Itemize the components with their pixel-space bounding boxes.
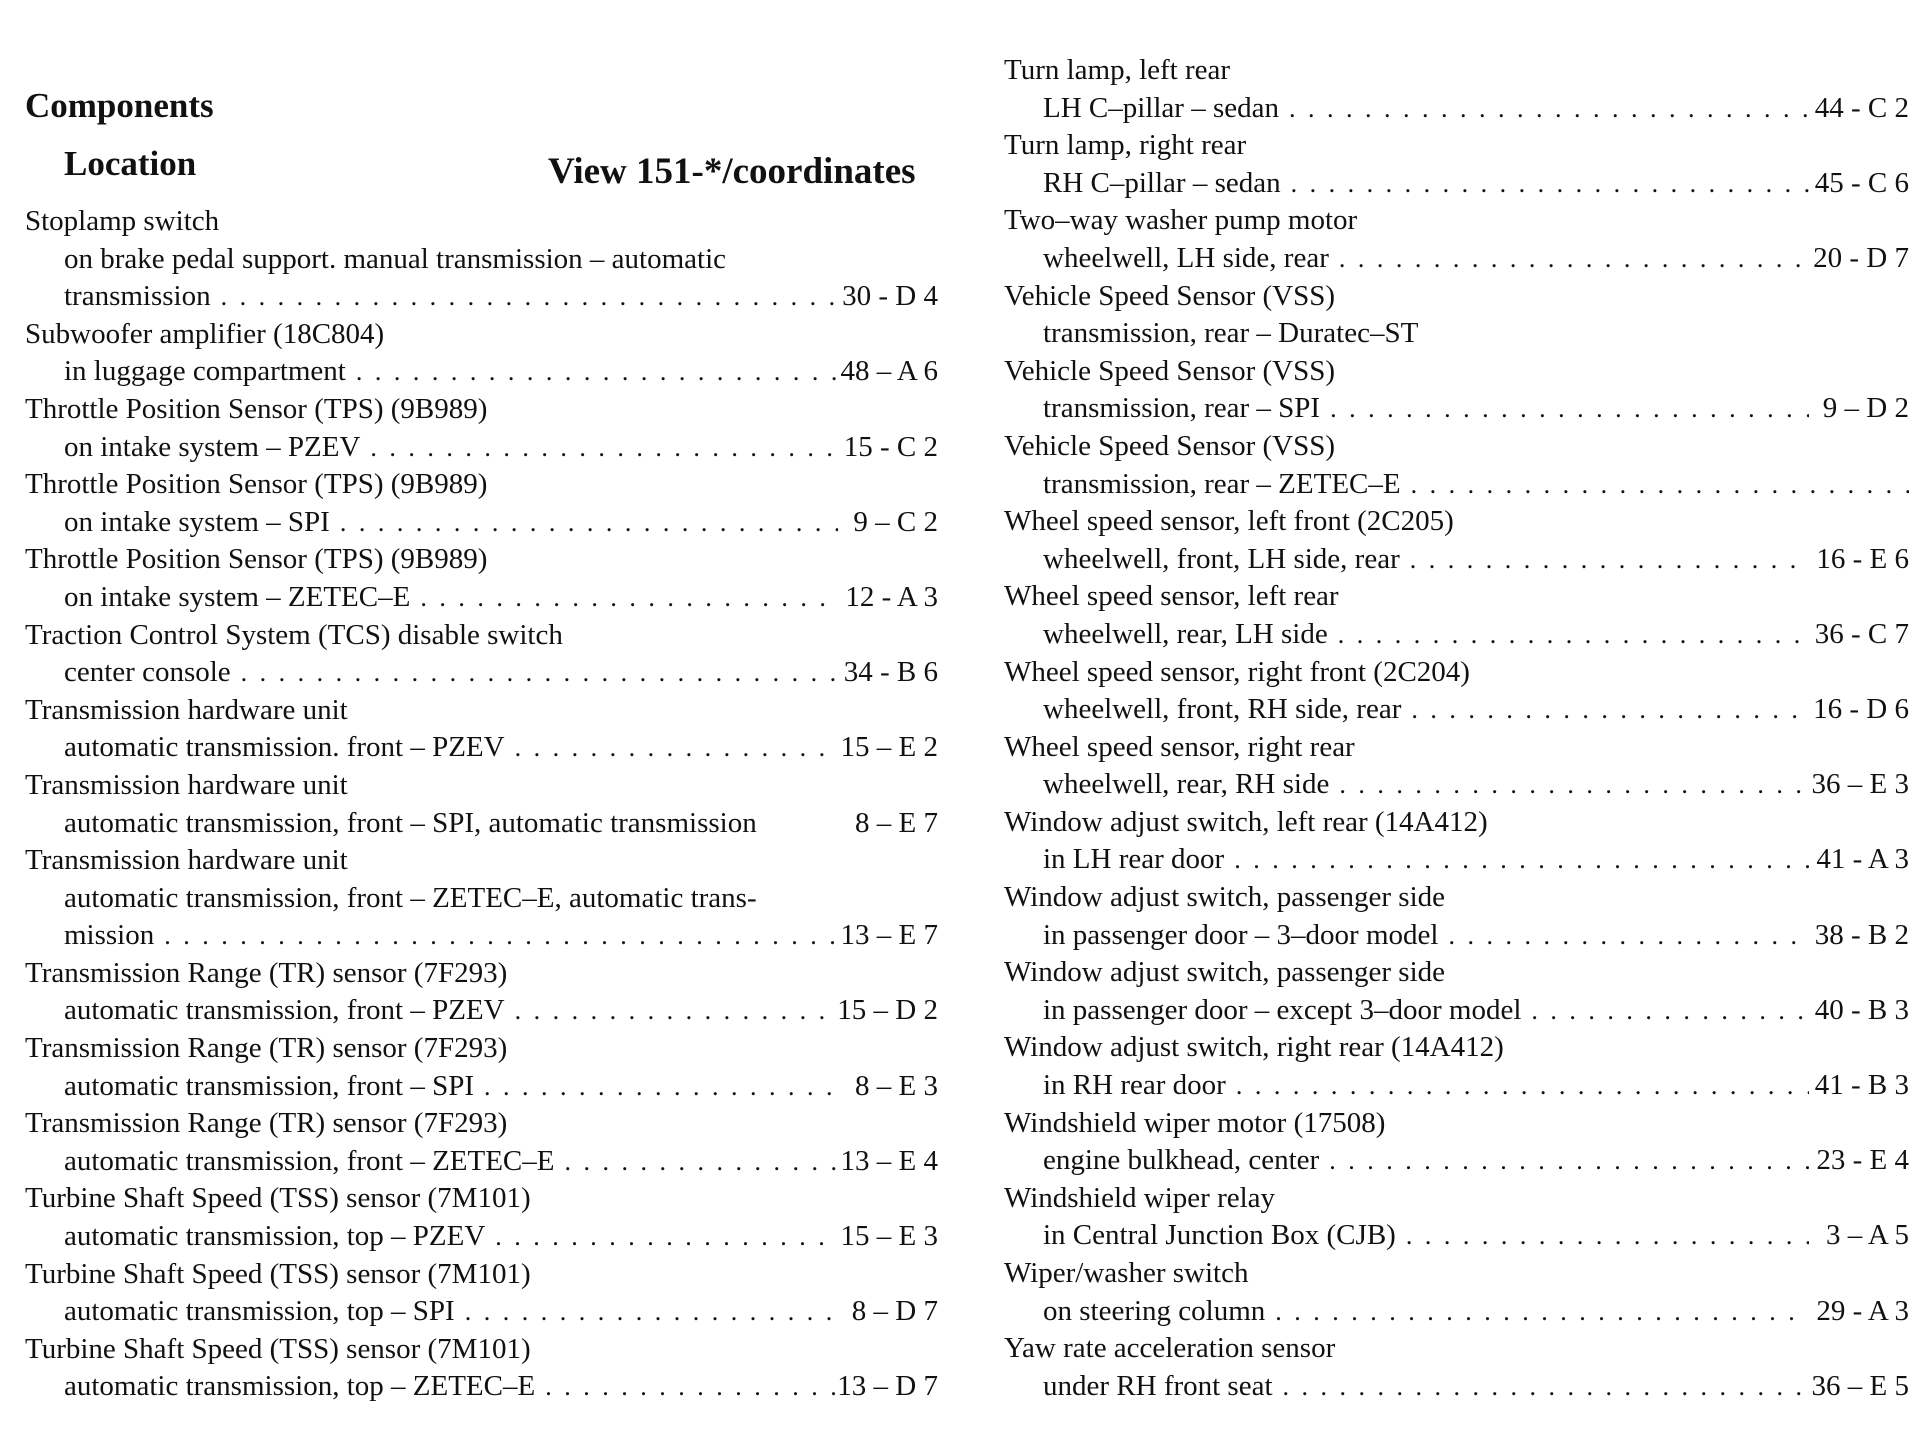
component-location: automatic transmission, front – SPI, automatic transmission xyxy=(64,806,757,839)
view-coordinate-ref: 41 - B 3 xyxy=(1814,1069,1909,1102)
view-coordinate-ref: 30 - D 4 xyxy=(842,280,938,313)
component-location: transmission, rear – ZETEC–E xyxy=(1043,467,1401,500)
index-entry xyxy=(25,203,938,316)
component-location: automatic transmission, front – ZETEC–E xyxy=(64,1144,555,1177)
index-entry xyxy=(1004,879,1909,954)
view-coordinate-ref: 9 – D 2 xyxy=(1822,392,1909,425)
index-entry xyxy=(1004,202,1909,277)
component-location: in passenger door – 3–door model xyxy=(1043,918,1439,951)
column-header-location: Location xyxy=(64,144,197,183)
component-location: automatic transmission. front – PZEV xyxy=(64,731,505,764)
component-location: transmission, rear – Duratec–ST xyxy=(1043,317,1419,350)
view-coordinate-ref: 36 - C 7 xyxy=(1814,617,1909,650)
component-name: Window adjust switch, right rear (14A412) xyxy=(1004,1031,1504,1064)
component-location: on intake system – SPI xyxy=(64,505,330,538)
view-coordinate-ref: 9 – C 2 xyxy=(853,505,938,538)
dot-leader xyxy=(231,654,838,692)
component-name: Turn lamp, left rear xyxy=(1004,54,1231,86)
index-entry xyxy=(1004,278,1909,353)
index-entry xyxy=(25,316,938,391)
dot-leader xyxy=(1319,1142,1809,1180)
component-name: Turbine Shaft Speed (TSS) sensor (7M101) xyxy=(25,1332,531,1365)
view-coordinate-ref: 15 – E 3 xyxy=(840,1220,938,1253)
view-coordinate-ref: 8 – E 3 xyxy=(855,1069,938,1102)
component-name: Turbine Shaft Speed (TSS) sensor (7M101) xyxy=(25,1257,531,1290)
component-name: Stoplamp switch xyxy=(25,205,220,237)
index-entry xyxy=(25,767,938,842)
component-name: Window adjust switch, passenger side xyxy=(1004,956,1446,989)
index-entry xyxy=(25,1105,938,1180)
index-entry xyxy=(1004,1029,1909,1104)
view-coordinate-ref: 36 – E 5 xyxy=(1811,1369,1909,1402)
dot-leader xyxy=(1401,691,1809,729)
component-name: Throttle Position Sensor (TPS) (9B989) xyxy=(25,468,488,501)
dot-leader xyxy=(1400,541,1809,579)
right-column-entries xyxy=(1004,52,1909,1405)
dot-leader xyxy=(1328,616,1809,654)
component-location: on intake system – PZEV xyxy=(64,430,361,463)
component-name: Two–way washer pump motor xyxy=(1004,204,1358,237)
index-entry xyxy=(25,842,938,955)
component-location: under RH front seat xyxy=(1043,1369,1273,1402)
component-name: Traction Control System (TCS) disable switch xyxy=(25,618,563,651)
dot-leader xyxy=(1329,766,1809,804)
index-entry xyxy=(1004,954,1909,1029)
component-location: wheelwell, front, LH side, rear xyxy=(1043,542,1400,575)
component-name: Vehicle Speed Sensor (VSS) xyxy=(1004,429,1336,462)
index-entry xyxy=(1004,52,1909,127)
dot-leader xyxy=(505,729,838,767)
view-coordinate-ref: 8 – D 7 xyxy=(851,1295,938,1328)
dot-leader xyxy=(474,1068,838,1106)
index-entry xyxy=(25,1030,938,1105)
component-name: Window adjust switch, left rear (14A412) xyxy=(1004,805,1488,838)
index-entry xyxy=(25,955,938,1030)
component-location: on intake system – ZETEC–E xyxy=(64,580,411,613)
index-entry xyxy=(1004,578,1909,653)
column-header-view-coordinates: View 151-*/coordinates xyxy=(548,151,916,192)
dot-leader xyxy=(1401,466,1909,504)
dot-leader xyxy=(455,1293,838,1331)
view-coordinate-ref: 41 - A 3 xyxy=(1816,843,1909,876)
view-coordinate-ref: 3 – A 5 xyxy=(1826,1219,1909,1252)
dot-leader xyxy=(1273,1368,1809,1406)
view-coordinate-ref: 13 – D 7 xyxy=(837,1370,938,1403)
component-name: Turn lamp, right rear xyxy=(1004,129,1247,162)
dot-leader xyxy=(1279,90,1809,128)
index-entry xyxy=(1004,503,1909,578)
view-coordinate-ref: 15 – E 2 xyxy=(840,731,938,764)
index-entry xyxy=(25,1180,938,1255)
index-entry xyxy=(1004,353,1909,428)
component-location: transmission, rear – SPI xyxy=(1043,392,1321,425)
view-coordinate-ref: 12 - A 3 xyxy=(845,580,938,613)
component-location: wheelwell, rear, LH side xyxy=(1043,617,1328,650)
component-name: Turbine Shaft Speed (TSS) sensor (7M101) xyxy=(25,1182,531,1215)
component-name: Throttle Position Sensor (TPS) (9B989) xyxy=(25,543,488,576)
component-location: in Central Junction Box (CJB) xyxy=(1043,1219,1396,1252)
component-location: automatic transmission, front – PZEV xyxy=(64,994,505,1027)
component-location: RH C–pillar – sedan xyxy=(1043,166,1281,199)
index-entry xyxy=(1004,1255,1909,1330)
component-location: automatic transmission, front – ZETEC–E, automatic trans- xyxy=(64,881,757,914)
component-name: Transmission Range (TR) sensor (7F293) xyxy=(25,956,508,989)
dot-leader xyxy=(535,1368,837,1406)
component-name: Throttle Position Sensor (TPS) (9B989) xyxy=(25,392,488,425)
left-column-entries xyxy=(25,203,938,1406)
component-location: engine bulkhead, center xyxy=(1043,1144,1320,1177)
component-name: Transmission hardware unit xyxy=(25,693,348,726)
component-location: center console xyxy=(64,656,231,689)
view-coordinate-ref: 15 - C 2 xyxy=(843,430,938,463)
component-name: Windshield wiper relay xyxy=(1004,1181,1276,1214)
index-entry xyxy=(1004,1180,1909,1255)
dot-leader xyxy=(360,429,838,467)
component-location: wheelwell, rear, RH side xyxy=(1043,768,1330,801)
index-entry xyxy=(25,541,938,616)
component-location: automatic transmission, top – PZEV xyxy=(64,1220,486,1253)
index-entry xyxy=(1004,127,1909,202)
component-name: Vehicle Speed Sensor (VSS) xyxy=(1004,279,1336,312)
view-coordinate-ref: 40 - B 3 xyxy=(1814,993,1909,1026)
section-title-components: Components xyxy=(25,86,214,125)
dot-leader xyxy=(410,579,838,617)
index-entry xyxy=(1004,1105,1909,1180)
index-entry xyxy=(25,391,938,466)
component-name: Yaw rate acceleration sensor xyxy=(1004,1332,1336,1365)
dot-leader xyxy=(1396,1217,1809,1255)
view-coordinate-ref: 45 - C 6 xyxy=(1814,166,1909,199)
index-entry xyxy=(1004,428,1909,503)
component-name: Transmission hardware unit xyxy=(25,844,348,877)
dot-leader xyxy=(1281,165,1809,203)
component-name: Transmission hardware unit xyxy=(25,768,348,801)
index-entry xyxy=(1004,804,1909,879)
dot-leader xyxy=(555,1143,839,1181)
component-name: Window adjust switch, passenger side xyxy=(1004,881,1446,914)
index-entry xyxy=(1004,1330,1909,1405)
dot-leader xyxy=(505,992,838,1030)
component-name: Wheel speed sensor, left rear xyxy=(1004,580,1339,613)
view-coordinate-ref: 36 – E 3 xyxy=(1811,768,1909,801)
index-entry xyxy=(25,1331,938,1406)
index-entry xyxy=(1004,729,1909,804)
component-name: Subwoofer amplifier (18C804) xyxy=(25,317,385,350)
component-location: automatic transmission, top – ZETEC–E xyxy=(64,1370,536,1403)
component-location: in LH rear door xyxy=(1043,843,1225,876)
index-entry xyxy=(25,466,938,541)
component-location: automatic transmission, front – SPI xyxy=(64,1069,474,1102)
dot-leader xyxy=(1320,390,1809,428)
dot-leader xyxy=(346,353,838,391)
component-name: Transmission Range (TR) sensor (7F293) xyxy=(25,1032,508,1065)
component-name: Wheel speed sensor, right rear xyxy=(1004,730,1355,763)
dot-leader xyxy=(1224,841,1809,879)
component-name: Wiper/washer switch xyxy=(1004,1257,1249,1289)
dot-leader xyxy=(330,504,838,542)
view-coordinate-ref: 13 – E 7 xyxy=(840,919,938,952)
component-location: in luggage compartment xyxy=(64,355,346,388)
component-location: mission xyxy=(64,919,155,952)
index-entry xyxy=(25,1256,938,1331)
component-location: on brake pedal support. manual transmission – automatic xyxy=(64,242,727,275)
component-name: Transmission Range (TR) sensor (7F293) xyxy=(25,1107,508,1140)
component-location: transmission xyxy=(64,280,211,313)
index-entry xyxy=(25,617,938,692)
view-coordinate-ref: 8 – E 7 xyxy=(855,806,938,839)
view-coordinate-ref: 13 – E 4 xyxy=(840,1144,938,1177)
component-location: in passenger door – except 3–door model xyxy=(1043,993,1522,1026)
component-name: Wheel speed sensor, left front (2C205) xyxy=(1004,505,1454,538)
index-entry xyxy=(1004,654,1909,729)
component-location: in RH rear door xyxy=(1043,1069,1226,1102)
view-coordinate-ref: 15 – D 2 xyxy=(837,994,938,1027)
component-location: automatic transmission, top – SPI xyxy=(64,1295,455,1328)
dot-leader xyxy=(154,917,838,955)
view-coordinate-ref: 16 - E 6 xyxy=(1816,542,1909,575)
view-coordinate-ref: 34 - B 6 xyxy=(843,656,938,689)
component-location: on steering column xyxy=(1043,1294,1266,1327)
dot-leader xyxy=(211,278,838,316)
component-name: Vehicle Speed Sensor (VSS) xyxy=(1004,354,1336,387)
dot-leader xyxy=(1329,240,1809,278)
view-coordinate-ref: 48 – A 6 xyxy=(840,355,938,388)
view-coordinate-ref: 44 - C 2 xyxy=(1814,91,1909,124)
index-entry xyxy=(25,692,938,767)
dot-leader xyxy=(1226,1067,1809,1105)
view-coordinate-ref: 16 - D 6 xyxy=(1813,693,1909,726)
component-name: Wheel speed sensor, right front (2C204) xyxy=(1004,655,1470,688)
component-location: wheelwell, LH side, rear xyxy=(1043,241,1329,274)
dot-leader xyxy=(485,1218,838,1256)
dot-leader xyxy=(1265,1293,1809,1331)
view-coordinate-ref: 20 - D 7 xyxy=(1813,241,1909,274)
component-location: LH C–pillar – sedan xyxy=(1043,91,1279,124)
view-coordinate-ref: 23 - E 4 xyxy=(1816,1144,1909,1177)
component-location: wheelwell, front, RH side, rear xyxy=(1043,693,1402,726)
component-name: Windshield wiper motor (17508) xyxy=(1004,1106,1386,1139)
dot-leader xyxy=(1521,992,1809,1030)
view-coordinate-ref: 29 - A 3 xyxy=(1816,1294,1909,1327)
view-coordinate-ref: 38 - B 2 xyxy=(1814,918,1909,951)
dot-leader xyxy=(1438,917,1809,955)
